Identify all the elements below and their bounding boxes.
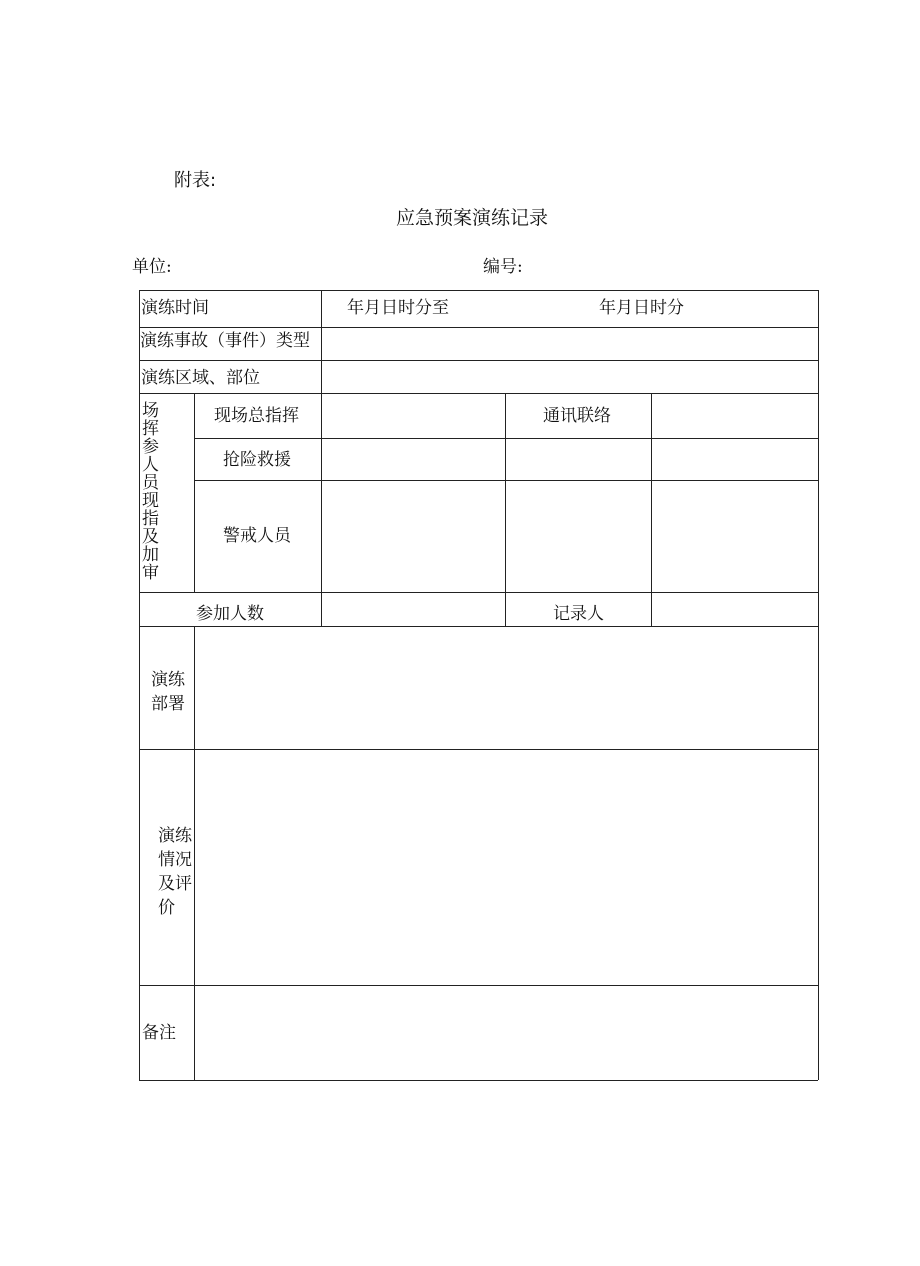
commander-label: 现场总指挥	[214, 406, 299, 426]
row-divider	[139, 749, 818, 750]
drill-time-to: 年月日时分	[599, 298, 684, 318]
column-divider	[505, 393, 506, 626]
drill-area-label: 演练区域、部位	[141, 368, 260, 388]
personnel-group-label: 场 挥 参 人 员 现 指 及 加 审	[142, 401, 159, 583]
drill-time-from: 年月日时分至	[347, 298, 449, 318]
row-divider	[139, 985, 818, 986]
unit-label: 单位:	[132, 257, 172, 277]
deployment-label: 演练 部署	[151, 670, 185, 714]
table-border-right	[818, 290, 819, 1080]
row-divider	[139, 360, 818, 361]
participants-count-label: 参加人数	[196, 604, 264, 624]
recorder-label: 记录人	[553, 604, 604, 624]
column-divider	[321, 290, 322, 626]
row-divider	[194, 438, 818, 439]
remarks-label: 备注	[142, 1023, 176, 1043]
column-divider	[651, 393, 652, 626]
row-divider	[139, 626, 818, 627]
communication-label: 通讯联络	[543, 406, 611, 426]
row-divider	[139, 393, 818, 394]
page-title: 应急预案演练记录	[396, 207, 549, 229]
column-divider	[194, 393, 195, 592]
guard-label: 警戒人员	[223, 526, 291, 546]
incident-type-label: 演练事故（事件）类型	[140, 331, 310, 351]
evaluation-label: 演练 情况 及评 价	[158, 826, 192, 918]
number-label: 编号:	[483, 257, 523, 277]
drill-time-label: 演练时间	[141, 298, 209, 318]
column-divider	[194, 626, 195, 1080]
table-border-top	[139, 290, 818, 291]
personnel-group-cell	[140, 394, 194, 592]
appendix-label: 附表:	[174, 170, 217, 191]
table-border-bottom	[139, 1080, 818, 1081]
rescue-label: 抢险救援	[223, 450, 291, 470]
row-divider	[139, 592, 818, 593]
row-divider	[194, 480, 818, 481]
incident-type-cell	[140, 328, 321, 360]
